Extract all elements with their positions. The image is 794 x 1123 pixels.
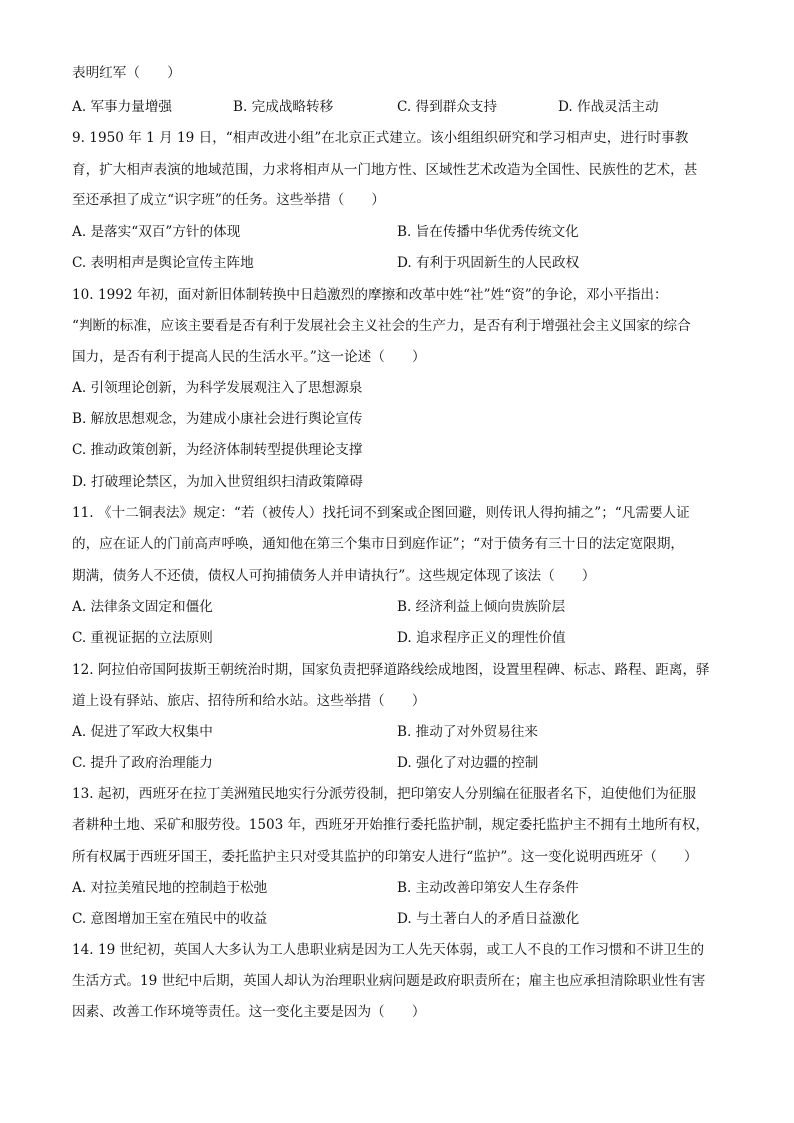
option-c[interactable]: C. 推动政策创新，为经济体制转型提供理论支撑 (72, 442, 363, 458)
option-c[interactable]: C. 重视证据的立法原则 (72, 630, 213, 646)
question-13-stem-line: 者耕种土地、采矿和服劳役。1503 年，西班牙开始推行委托监护制，规定委托监护主不拥有土地所有权， (72, 817, 710, 833)
question-9-stem-line: 至还承担了成立“识字班”的任务。这些举措（ ） (72, 192, 385, 208)
question-14-stem-line: 生活方式。19 世纪中后期，英国人却认为治理职业病问题是政府职责所在；雇主也应承担清除职业性有害 (72, 973, 706, 989)
option-d[interactable]: D. 追求程序正义的理性价值 (397, 630, 566, 646)
option-a[interactable]: A. 法律条文固定和僵化 (72, 599, 213, 615)
option-c[interactable]: C. 意图增加王室在殖民中的收益 (72, 911, 268, 927)
option-a[interactable]: A. 引领理论创新，为科学发展观注入了思想源泉 (72, 380, 363, 396)
question-9-stem-line: 9. 1950 年 1 月 19 日，“相声改进小组”在北京正式建立。该小组组织研究和学习相声史，进行时事教 (72, 130, 689, 146)
option-c[interactable]: C. 得到群众支持 (397, 99, 498, 115)
option-a[interactable]: A. 对拉美殖民地的控制趋于松弛 (72, 880, 268, 896)
option-d[interactable]: D. 有利于巩固新生的人民政权 (397, 255, 580, 271)
question-10-stem-line: “判断的标准，应该主要看是否有利于发展社会主义社会的生产力，是否有利于增强社会主义国家的综合 (72, 318, 691, 334)
question-12-stem-line: 道上设有驿站、旅店、招待所和给水站。这些举措（ ） (72, 693, 426, 709)
option-c[interactable]: C. 表明相声是舆论宣传主阵地 (72, 255, 254, 271)
option-b[interactable]: B. 主动改善印第安人生存条件 (397, 880, 579, 896)
option-b[interactable]: B. 经济利益上倾向贵族阶层 (397, 599, 566, 615)
option-a[interactable]: A. 是落实“双百”方针的体现 (72, 224, 241, 240)
question-11-stem-line: 期满，债务人不还债，债权人可拘捕债务人并申请执行”。这些规定体现了该法（ ） (72, 568, 596, 584)
option-b[interactable]: B. 推动了对外贸易往来 (397, 724, 538, 740)
question-9-stem-line: 育，扩大相声表演的地域范围，力求将相声从一门地方性、区域性艺术改造为全国性、民族性的艺术，甚 (72, 162, 698, 178)
question-13-stem-line: 13. 起初，西班牙在拉丁美洲殖民地实行分派劳役制，把印第安人分别编在征服者名下，迫使他们为征服 (72, 786, 697, 802)
option-d[interactable]: D. 与土著白人的矛盾日益激化 (397, 911, 580, 927)
option-b[interactable]: B. 完成战略转移 (233, 99, 334, 115)
question-10-stem-line: 10. 1992 年初，面对新旧体制转换中日趋激烈的摩擦和改革中姓“社”姓“资”的争论，邓小平指出： (72, 287, 668, 303)
option-d[interactable]: D. 打破理论禁区，为加入世贸组织扫清政策障碍 (72, 474, 363, 490)
option-c[interactable]: C. 提升了政府治理能力 (72, 755, 213, 771)
question-14-stem-line: 14. 19 世纪初，英国人大多认为工人患职业病是因为工人先天体弱，或工人不良的工作习惯和不讲卫生的 (72, 942, 705, 958)
option-a[interactable]: A. 促进了军政大权集中 (72, 724, 213, 740)
option-a[interactable]: A. 军事力量增强 (72, 99, 173, 115)
question-11-stem-line: 的，应在证人的门前高声呼唤，通知他在第三个集市日到庭作证”；“对于债务有三十日的法定宽限期， (72, 536, 685, 552)
question-13-stem-line: 所有权属于西班牙国王，委托监护主只对受其监护的印第安人进行“监护”。这一变化说明西班牙（ ） (72, 849, 698, 865)
question-14-stem-line: 因素、改善工作环境等责任。这一变化主要是因为（ ） (72, 1004, 426, 1020)
option-b[interactable]: B. 解放思想观念，为建成小康社会进行舆论宣传 (72, 411, 363, 427)
option-d[interactable]: D. 强化了对边疆的控制 (397, 755, 539, 771)
option-b[interactable]: B. 旨在传播中华优秀传统文化 (397, 224, 579, 240)
question-11-stem-line: 11. 《十二铜表法》规定：“若（被传人）找托词不到案或企图回避，则传讯人得拘捕之”；“凡需要人证 (72, 505, 690, 521)
question-8-stem-end: 表明红军（ ） (72, 65, 181, 81)
question-10-stem-line: 国力，是否有利于提高人民的生活水平。”这一论述（ ） (72, 349, 426, 365)
question-12-stem-line: 12. 阿拉伯帝国阿拔斯王朝统治时期，国家负责把驿道路线绘成地图，设置里程碑、标志、路程、距离，驿 (72, 662, 710, 678)
option-d[interactable]: D. 作战灵活主动 (558, 99, 659, 115)
